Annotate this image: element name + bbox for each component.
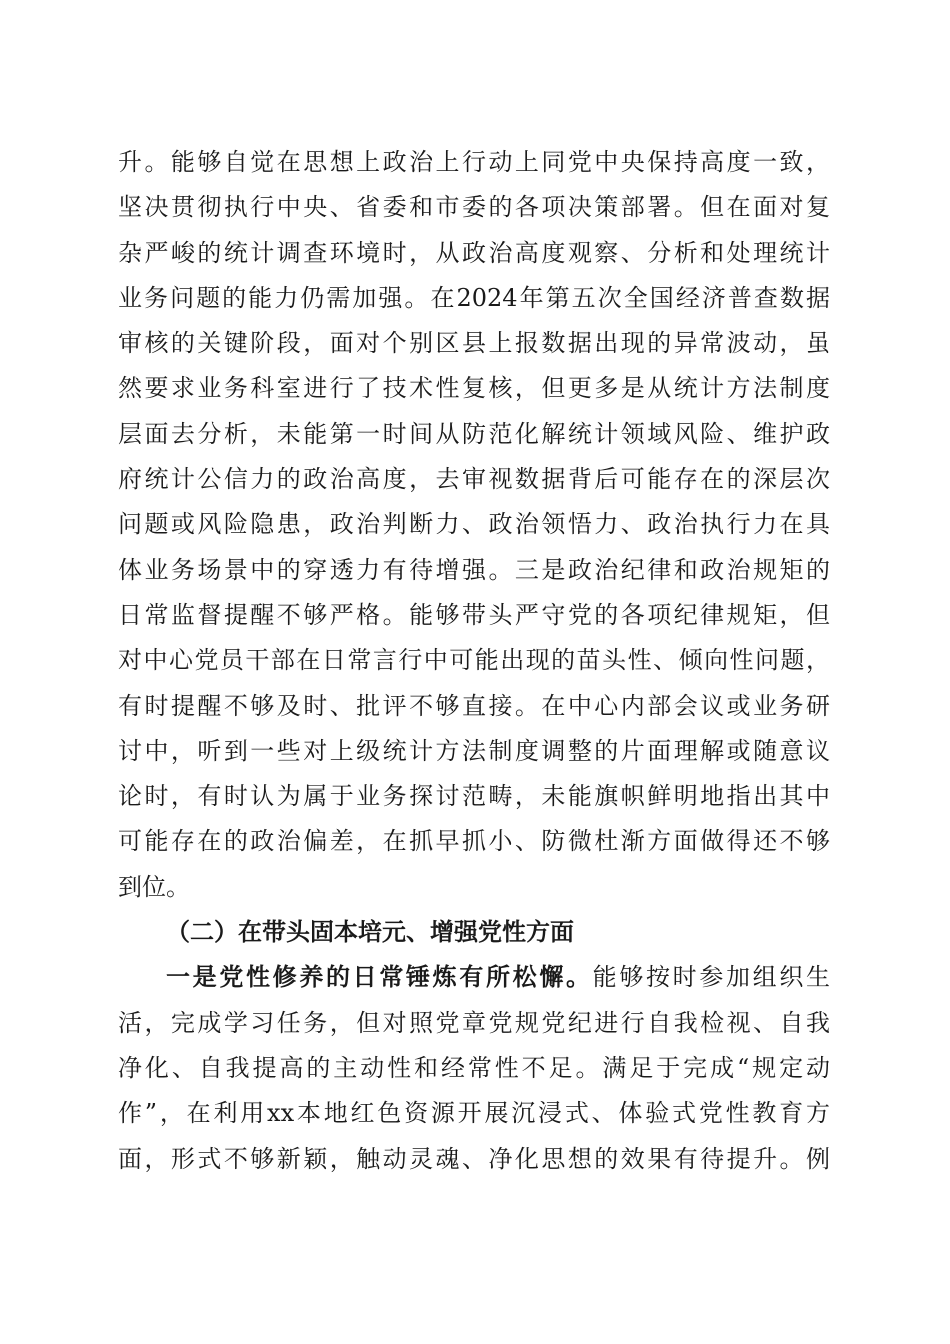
text-line: 日常监督提醒不够严格。能够带头严守党的各项纪律规矩，但 bbox=[118, 600, 830, 629]
text-line: 面，形式不够新颖，触动灵魂、净化思想的效果有待提升。例 bbox=[118, 1144, 830, 1173]
text-line: 升。能够自觉在思想上政治上行动上同党中央保持高度一致， bbox=[118, 148, 830, 176]
paragraph-first-rest: 能够按时参加组织生 bbox=[592, 963, 831, 992]
text-line: 体业务场景中的穿透力有待增强。三是政治纪律和政治规矩的 bbox=[118, 555, 830, 584]
section-heading: （二）在带头固本培元、增强党性方面 bbox=[166, 918, 574, 947]
text-line: 然要求业务科室进行了技术性复核，但更多是从统计方法制度 bbox=[118, 374, 830, 403]
text-line: 业务问题的能力仍需加强。在2024年第五次全国经济普查数据 bbox=[118, 283, 830, 312]
paragraph-lead: 一是党性修养的日常锤炼有所松懈。 bbox=[166, 963, 593, 992]
text-line: 有时提醒不够及时、批评不够直接。在中心内部会议或业务研 bbox=[118, 691, 830, 720]
text-line: 可能存在的政治偏差，在抓早抓小、防微杜渐方面做得还不够 bbox=[118, 827, 830, 856]
text-line: 讨中，听到一些对上级统计方法制度调整的片面理解或随意议 bbox=[118, 736, 830, 765]
text-line-last: 到位。 bbox=[118, 872, 190, 901]
paragraph-first-line bbox=[118, 955, 830, 1000]
text-line: 论时，有时认为属于业务探讨范畴，未能旗帜鲜明地指出其中 bbox=[118, 782, 830, 811]
text-line: 杂严峻的统计调查环境时，从政治高度观察、分析和处理统计 bbox=[118, 238, 830, 267]
body-text bbox=[118, 140, 830, 1182]
text-line: 活，完成学习任务，但对照党章党规党纪进行自我检视、自我 bbox=[118, 1008, 830, 1037]
text-line: 作”，在利用xx本地红色资源开展沉浸式、体验式党性教育方 bbox=[118, 1099, 830, 1128]
text-line: 对中心党员干部在日常言行中可能出现的苗头性、倾向性问题， bbox=[118, 646, 830, 675]
text-line: 层面去分析，未能第一时间从防范化解统计领域风险、维护政 bbox=[118, 419, 830, 448]
text-line: 坚决贯彻执行中央、省委和市委的各项决策部署。但在面对复 bbox=[118, 193, 830, 222]
text-line: 审核的关键阶段，面对个别区县上报数据出现的异常波动，虽 bbox=[118, 329, 830, 358]
text-line: 净化、自我提高的主动性和经常性不足。满足于完成“规定动 bbox=[118, 1053, 830, 1082]
text-line: 府统计公信力的政治高度，去审视数据背后可能存在的深层次 bbox=[118, 465, 830, 494]
text-line: 问题或风险隐患，政治判断力、政治领悟力、政治执行力在具 bbox=[118, 510, 830, 539]
